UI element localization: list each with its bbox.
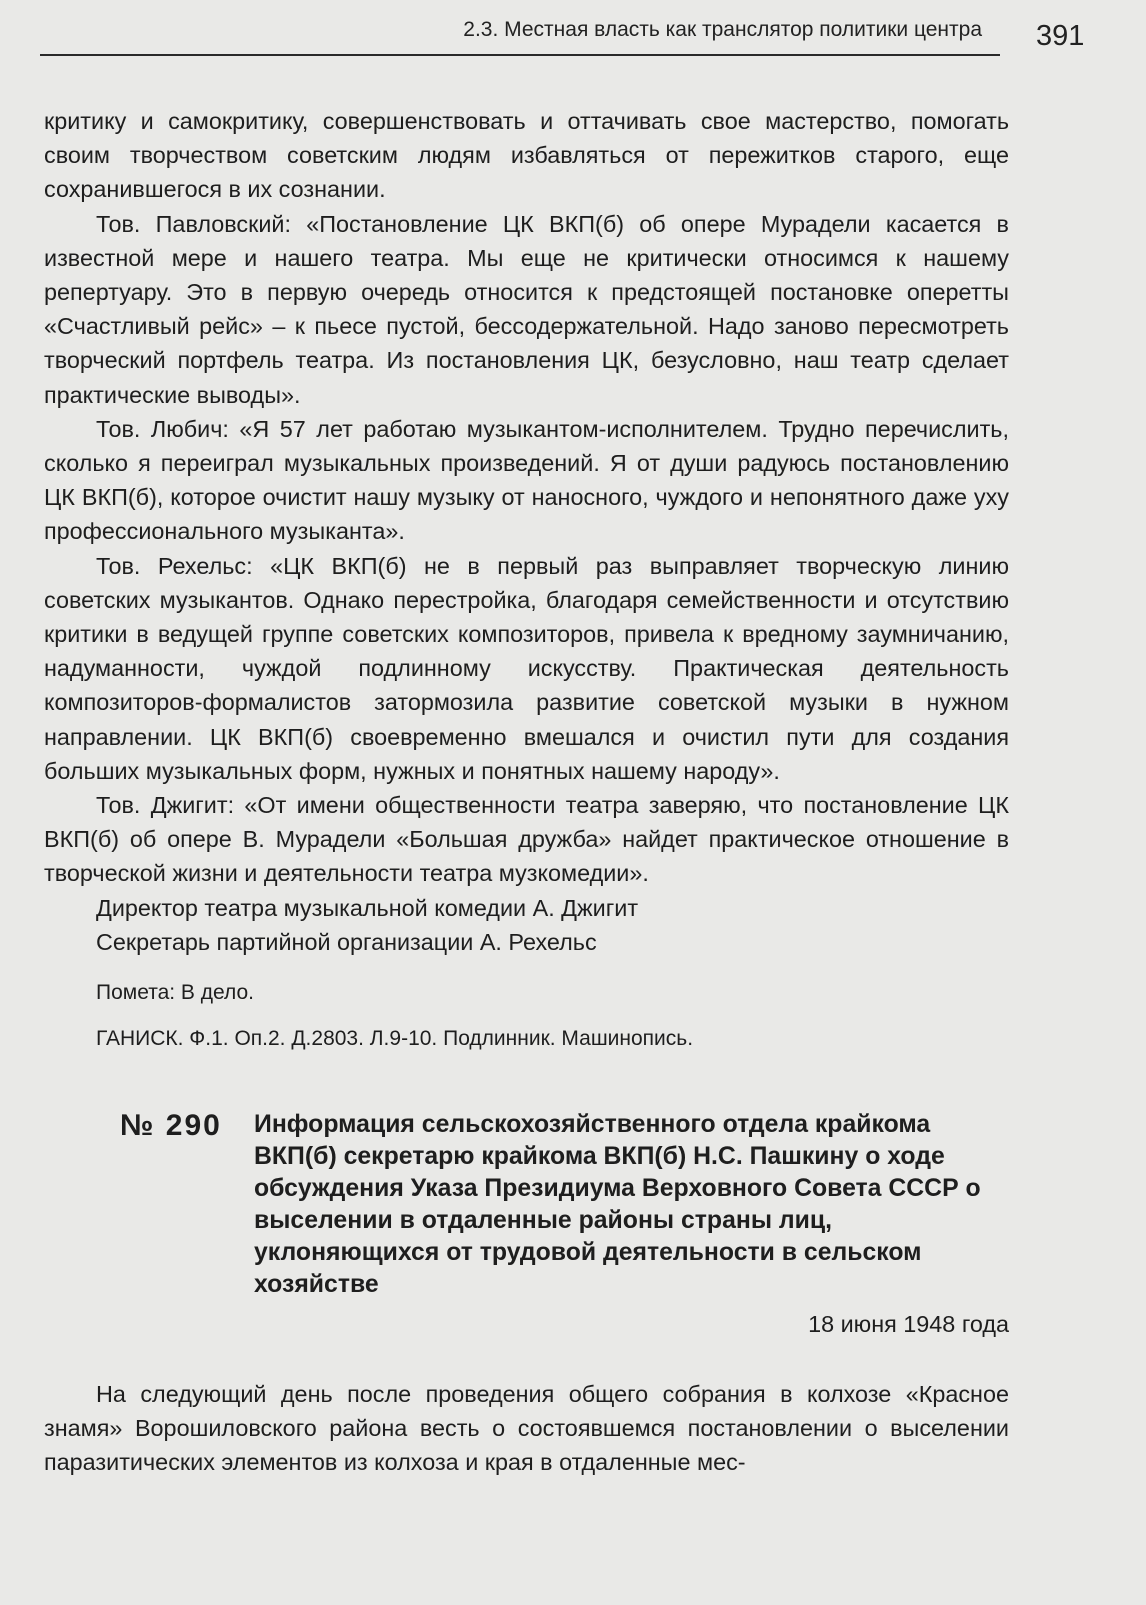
archive-reference: ГАНИСК. Ф.1. Оп.2. Д.2803. Л.9-10. Подлинник. Машинопись. (96, 1027, 694, 1051)
paragraph-dzhigit: Тов. Джигит: «От имени общественности театра заверяю, что постановление ЦК ВКП(б) об опере В. Мурадели «Большая дружба» найдет практическое отношение в творческой жизни и деятельности театра музкомедии». (44, 792, 1009, 887)
document-title: Информация сельскохозяйственного отдела крайкома ВКП(б) секретарю крайкома ВКП(б) Н.С. Пашкину о ходе обсуждения Указа Президиума Верховного Совета СССР о выселении в отдаленные районы страны лиц, уклоняющихся от трудовой деятельности в сельском хозяйстве (254, 1111, 981, 1299)
running-title: 2.3. Местная власть как транслятор политики центра (463, 18, 982, 41)
paragraph-document-start: На следующий день после проведения общего собрания в колхозе «Красное знамя» Ворошиловского района весть о состоявшемся постановлении о выселении паразитических элементов из колхоза и края в отдаленные мес- (44, 1381, 1009, 1476)
document-date: 18 июня 1948 года (808, 1311, 1009, 1338)
page-number: 391 (1036, 20, 1085, 52)
paragraph-pavlovsky: Тов. Павловский: «Постановление ЦК ВКП(б) об опере Мурадели касается в известной мере и нашего театра. Мы еще не критически относимся к нашему репертуару. Это в первую очередь относится к предстоящей постановке оперетты «Счастливый рейс» – к пьесе пустой, бессодержательной. Надо заново пересмотреть творческий портфель театра. Из постановления ЦК, безусловно, наш театр сделает практические выводы». (44, 210, 1009, 408)
signature-director: Директор театра музыкальной комедии А. Джигит (96, 894, 639, 921)
running-head (40, 14, 1000, 56)
paragraph-continuation: критику и самокритику, совершенствовать и оттачивать свое мастерство, помогать своим творчеством советским людям избавляться от пережитков старого, еще сохранившегося в их сознании. (44, 108, 1009, 203)
signature-secretary: Секретарь партийной организации А. Рехельс (96, 928, 597, 955)
paragraph-lyubich: Тов. Любич: «Я 57 лет работаю музыкантом-исполнителем. Трудно перечислить, сколько я переиграл музыкальных произведений. Я от души радуюсь постановлению ЦК ВКП(б), которое очистит нашу музыку от наносного, чуждого и непонятного даже уху профессионального музыканта». (44, 415, 1009, 545)
paragraph-rekhels: Тов. Рехельс: «ЦК ВКП(б) не в первый раз выправляет творческую линию советских музыкантов. Однако перестройка, благодаря семейственности и отсутствию критики в ведущей группе советских композиторов, привела к вредному заумничанию, надуманности, чуждой подлинному искусству. Практическая деятельность композиторов-формалистов затормозила развитие советской музыки в нужном направлении. ЦК ВКП(б) своевременно вмешался и очистил пути для создания больших музыкальных форм, нужных и понятных нашему народу». (44, 552, 1009, 784)
document-number: № 290 (120, 1109, 222, 1143)
document-header (44, 1109, 1009, 1341)
page-body (44, 104, 1009, 1480)
note-mark: Помета: В дело. (96, 981, 255, 1005)
